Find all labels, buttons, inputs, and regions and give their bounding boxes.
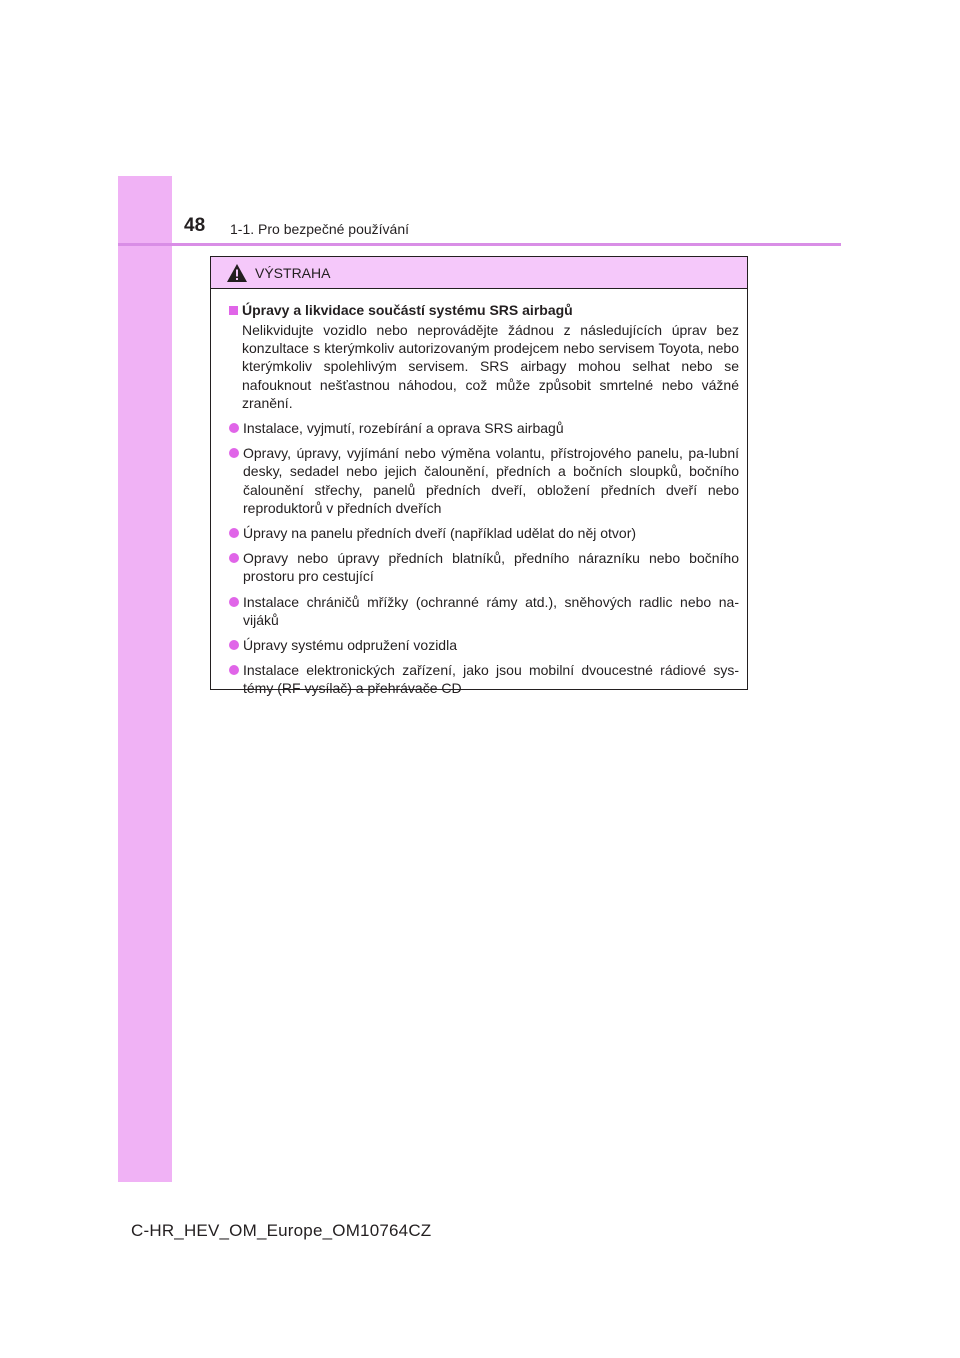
list-item-text: Instalace chráničů mřížky (ochranné rámy atd.), sněhových radlic nebo na-vijáků xyxy=(243,593,739,628)
header-divider xyxy=(118,243,841,246)
list-item-text: Opravy, úpravy, vyjímání nebo výměna volantu, přístrojového panelu, pa-lubní desky, sedadel nebo jejich čalounění, předních a bočních sloupků, bočního čalounění střechy, panelů předních dveří, obložení předních dveří nebo reproduktorů v předních dveřích xyxy=(243,445,739,516)
round-bullet-icon xyxy=(229,665,239,675)
warning-header xyxy=(211,257,747,289)
warning-box xyxy=(210,256,748,697)
warning-title: VÝSTRAHA xyxy=(255,264,331,281)
round-bullet-icon xyxy=(229,597,239,607)
list-item-text: Instalace, vyjmutí, rozebírání a oprava SRS airbagů xyxy=(243,420,564,437)
list-item xyxy=(229,419,739,437)
warning-bullet-list xyxy=(229,419,739,698)
page-number: 48 xyxy=(184,215,206,236)
list-item xyxy=(229,524,739,542)
round-bullet-icon xyxy=(229,448,239,458)
list-item xyxy=(229,593,739,629)
warning-subheading xyxy=(229,301,739,320)
warning-body xyxy=(211,289,747,698)
list-item xyxy=(229,636,739,654)
side-tab-bar xyxy=(118,176,172,1182)
round-bullet-icon xyxy=(229,640,239,650)
list-item xyxy=(229,444,739,517)
section-title: 1-1. Pro bezpečné používání xyxy=(230,221,410,237)
list-item-text: Úpravy na panelu předních dveří (například udělat do něj otvor) xyxy=(243,525,637,542)
warning-triangle-icon xyxy=(226,263,248,283)
list-item-text: Instalace elektronických zařízení, jako jsou mobilní dvoucestné rádiové sys-témy (RF vysílač) a přehrávače CD xyxy=(243,662,739,697)
round-bullet-icon xyxy=(229,528,239,538)
document-code: C-HR_HEV_OM_Europe_OM10764CZ xyxy=(131,1221,432,1240)
round-bullet-icon xyxy=(229,423,239,433)
warning-subheading-text: Úpravy a likvidace součástí systému SRS airbagů xyxy=(242,302,573,318)
list-item xyxy=(229,549,739,585)
square-bullet-icon xyxy=(229,306,238,315)
warning-intro-text: Nelikvidujte vozidlo nebo neprovádějte žádnou z následujících úprav bez konzultace s kterýmkoliv autorizovaným prodejcem nebo servisem Toyota, nebo kterýmkoliv spolehlivým servisem. SRS airbagy mohou selhat nebo se nafouknout nešťastnou náhodou, což může způsobit smrtelné nebo vážné zranění. xyxy=(242,322,739,411)
list-item-text: Opravy nebo úpravy předních blatníků, předního nárazníku nebo bočního prostoru pro cestující xyxy=(243,550,739,585)
list-item xyxy=(229,661,739,697)
list-item-text: Úpravy systému odpružení vozidla xyxy=(243,637,457,654)
round-bullet-icon xyxy=(229,553,239,563)
